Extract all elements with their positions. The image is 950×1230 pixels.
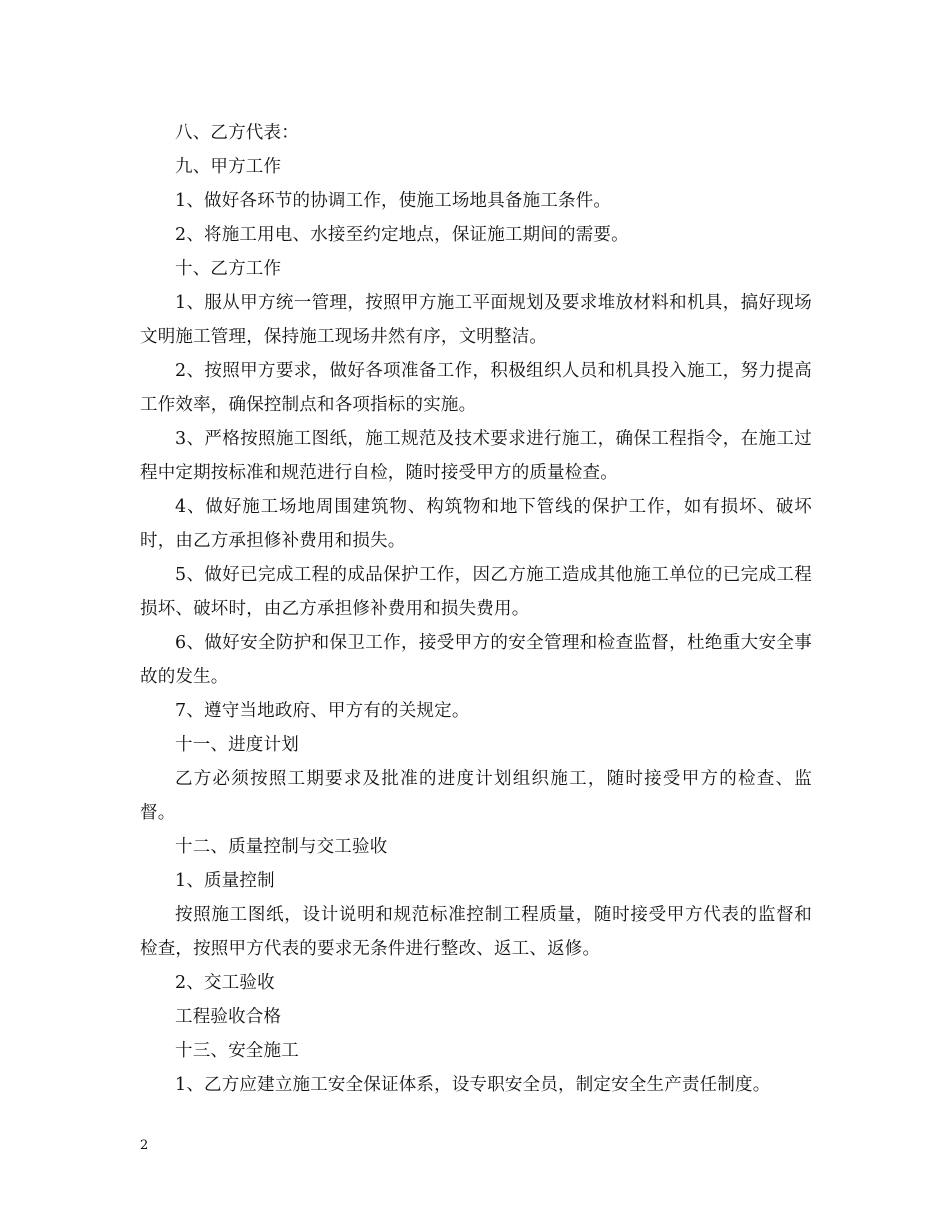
paragraph: 工程验收合格 — [175, 1007, 282, 1027]
paragraph: 3、严格按照施工图纸，施工规范及技术要求进行施工，确保工程指令，在施工过程中定期按标准和规范进行自检，随时接受甲方的质量检查。 — [140, 429, 812, 483]
paragraph: 6、做好安全防护和保卫工作，接受甲方的安全管理和检查监督，杜绝重大安全事故的发生。 — [140, 633, 812, 687]
page-number: 2 — [140, 1138, 149, 1153]
document-body — [140, 116, 812, 1102]
paragraph: 按照施工图纸，设计说明和规范标准控制工程质量，随时接受甲方代表的监督和检查，按照甲方代表的要求无条件进行整改、返工、返修。 — [140, 905, 812, 959]
paragraph: 2、将施工用电、水接至约定地点，保证施工期间的需要。 — [175, 225, 629, 245]
paragraph: 4、做好施工场地周围建筑物、构筑物和地下管线的保护工作，如有损坏、破坏时，由乙方承担修补费用和损失。 — [140, 497, 812, 551]
paragraph: 5、做好已完成工程的成品保护工作，因乙方施工造成其他施工单位的已完成工程损坏、破坏时，由乙方承担修补费用和损失费用。 — [140, 565, 812, 619]
section-heading-13: 十三、安全施工 — [175, 1041, 299, 1061]
paragraph: 1、乙方应建立施工安全保证体系，设专职安全员，制定安全生产责任制度。 — [175, 1075, 771, 1095]
paragraph: 1、服从甲方统一管理，按照甲方施工平面规划及要求堆放材料和机具，搞好现场文明施工管理，保持施工现场井然有序，文明整洁。 — [140, 293, 812, 347]
section-heading-11: 十一、进度计划 — [175, 735, 299, 755]
section-heading-10: 十、乙方工作 — [175, 259, 282, 279]
paragraph: 7、遵守当地政府、甲方有的关规定。 — [175, 701, 470, 721]
paragraph: 2、按照甲方要求，做好各项准备工作，积极组织人员和机具投入施工，努力提高工作效率，确保控制点和各项指标的实施。 — [140, 361, 812, 415]
section-heading-8: 八、乙方代表： — [175, 123, 299, 143]
paragraph: 1、做好各环节的协调工作，使施工场地具备施工条件。 — [175, 191, 612, 211]
section-heading-9: 九、甲方工作 — [175, 157, 282, 177]
section-heading-12: 十二、质量控制与交工验收 — [175, 837, 388, 857]
subsection-heading: 1、质量控制 — [175, 871, 275, 891]
subsection-heading: 2、交工验收 — [175, 973, 275, 993]
paragraph: 乙方必须按照工期要求及批准的进度计划组织施工，随时接受甲方的检查、监督。 — [140, 769, 812, 823]
